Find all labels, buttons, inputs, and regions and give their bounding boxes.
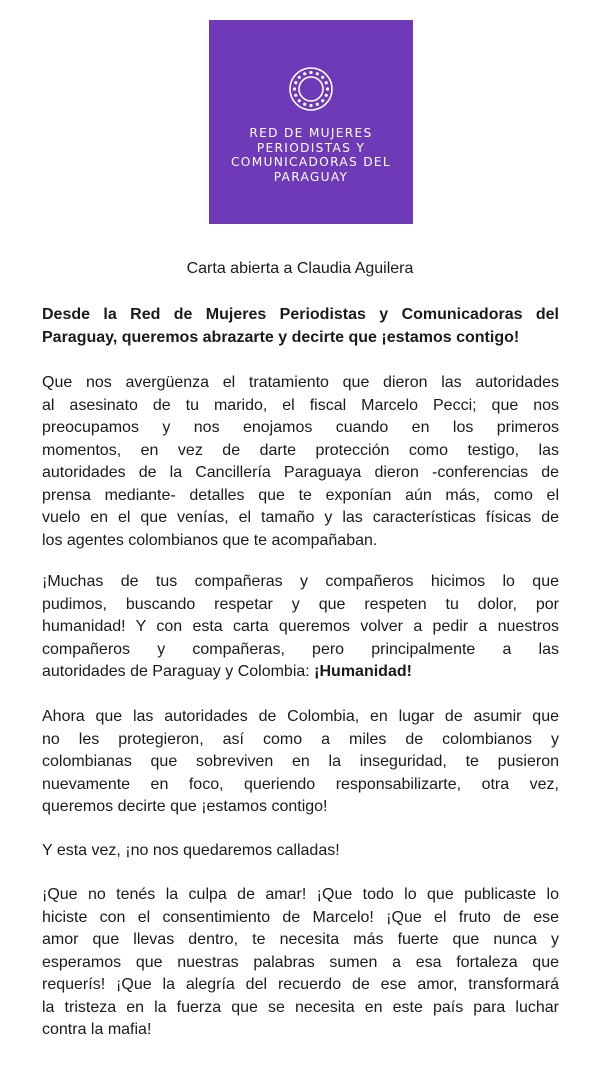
text-line: colombianas que sobreviven en la inseguridad, te pusieron <box>42 753 559 770</box>
text-line: al asesinato de tu marido, el fiscal Marcelo Pecci; que nos <box>42 396 559 414</box>
network-logo <box>209 20 413 224</box>
text-line: amor que llevas dentro, te necesita más fuerte que nunca y <box>42 931 559 948</box>
text-line: compañeros y compañeras, pero principalmente a las <box>42 640 559 658</box>
text-line: Ahora que las autoridades de Colombia, en lugar de asumir que <box>42 708 559 725</box>
logo-text <box>211 126 411 184</box>
text-line: contra la mafia! <box>42 1021 152 1038</box>
text-line: Desde la Red de Mujeres Periodistas y Comunicadoras del <box>42 306 559 323</box>
text-line: queremos decirte que ¡estamos contigo! <box>42 798 328 815</box>
paragraph <box>42 840 559 863</box>
text-line: ¡Que no tenés la culpa de amar! ¡Que todo lo que publicaste lo <box>42 886 559 903</box>
text-line: los agentes colombianos que te acompañaban. <box>42 531 378 549</box>
text-line: ¡Muchas de tus compañeras y compañeros hicimos lo que <box>42 573 559 590</box>
text-line: Paraguay, queremos abrazarte y decirte que ¡estamos contigo! <box>42 328 520 346</box>
text-line <box>42 661 559 684</box>
text-line: hiciste con el consentimiento de Marcelo! ¡Que el fruto de ese <box>42 908 559 926</box>
text-segment: autoridades de Paraguay y Colombia: <box>42 663 315 680</box>
logo-line: PERIODISTAS Y <box>256 140 366 155</box>
logo-line: PARAGUAY <box>273 169 349 184</box>
opening-paragraph <box>42 304 559 349</box>
text-line: Que nos avergüenza el tratamiento que dieron las autoridades <box>42 374 559 391</box>
text-line: preocupamos y nos enojamos cuando en los primeros <box>42 419 559 436</box>
paragraph <box>42 884 559 1042</box>
text-line: pudimos, buscando respetar y que respeten tu dolor, por <box>42 595 559 613</box>
text-line: requerís! ¡Que la alegría del recuerdo de ese amor, transformará <box>42 976 559 993</box>
circle-emblem-icon <box>286 64 336 114</box>
text-line: la tristeza en la fuerza que se necesita en este país para luchar <box>42 998 559 1016</box>
text-line: nuevamente en foco, queriendo responsabilizarte, otra vez, <box>42 775 559 793</box>
text-line: humanidad! Y con esta carta queremos volver a pedir a nuestros <box>42 618 559 635</box>
paragraph <box>42 372 559 552</box>
text-line: esperamos que nuestras palabras sumen a esa fortaleza que <box>42 953 559 971</box>
text-line: Y esta vez, ¡no nos quedaremos calladas! <box>42 842 340 859</box>
text-line: no les protegieron, así como a miles de colombianos y <box>42 730 559 748</box>
text-line: autoridades de la Cancillería Paraguaya dieron -conferencias de <box>42 464 559 481</box>
logo-line: COMUNICADORAS DEL <box>231 155 391 169</box>
emphasis-text: ¡Humanidad! <box>314 663 412 680</box>
text-line: momentos, en vez de darte protección como testigo, las <box>42 441 559 459</box>
paragraph <box>42 706 559 819</box>
letter-title: Carta abierta a Claudia Aguilera <box>186 260 414 277</box>
paragraph <box>42 571 559 684</box>
text-line: vuelo en el que venías, el tamaño y las características físicas de <box>42 509 559 526</box>
logo-line: RED DE MUJERES <box>249 126 373 140</box>
text-line: prensa mediante- detalles que te exponían aún más, como el <box>42 486 559 504</box>
